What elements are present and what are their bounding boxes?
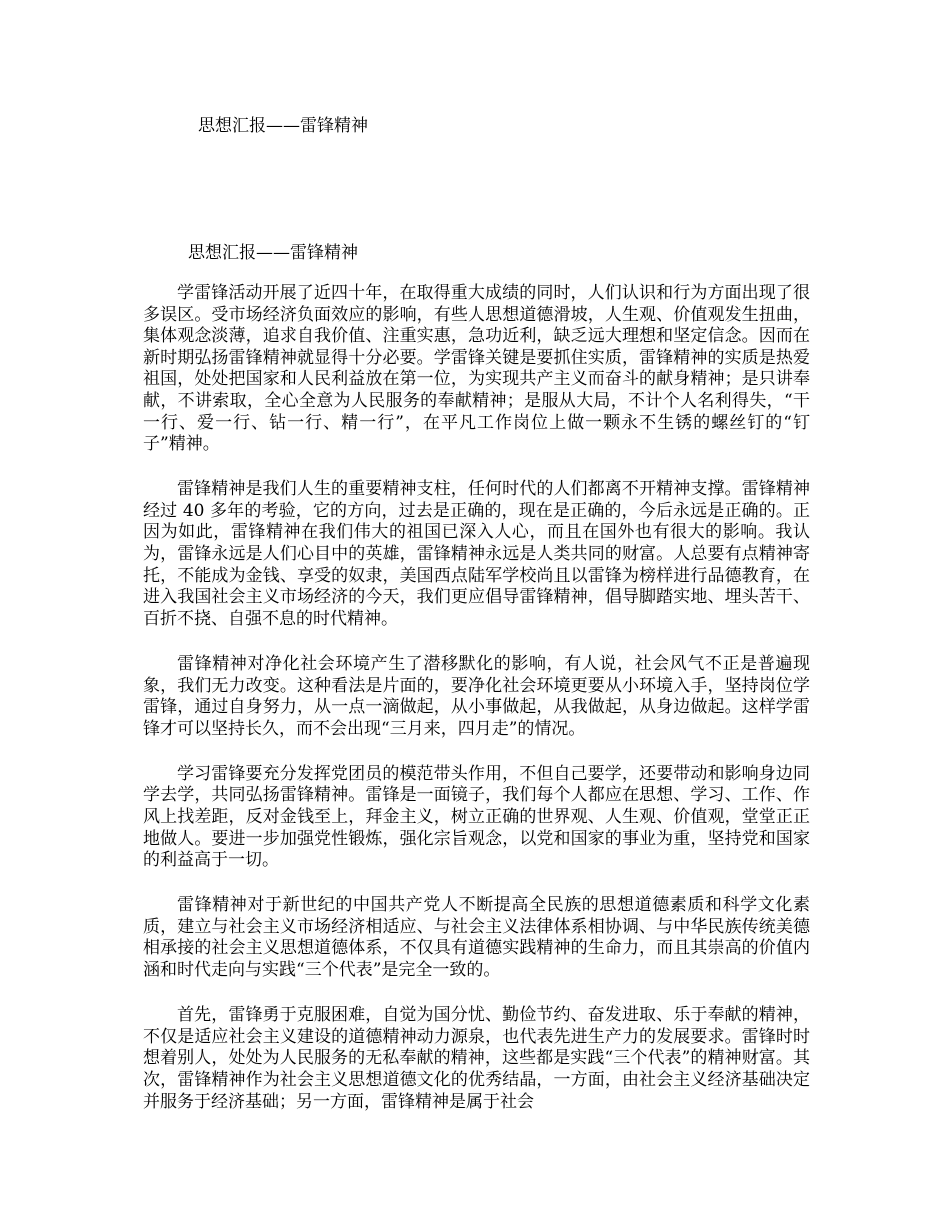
document-body-title: 思想汇报——雷锋精神 <box>188 243 358 263</box>
paragraph: 学雷锋活动开展了近四十年，在取得重大成绩的同时，人们认识和行为方面出现了很多误区。受市场经济负面效应的影响，有些人思想道德滑坡，人生观、价值观发生扭曲，集体观念淡薄，追求自我价值、注重实惠，急功近利，缺乏远大理想和坚定信念。因而在新时期弘扬雷锋精神就显得十分必要。学雷锋关键是要抓住实质，雷锋精神的实质是热爱祖国，处处把国家和人民利益放在第一位，为实现共产主义而奋斗的献身精神；是只讲奉献，不讲索取，全心全意为人民服务的奉献精神；是服从大局，不计个人名利得失，“干一行、爱一行、钻一行、精一行”，在平凡工作岗位上做一颗永不生锈的螺丝钉的“钉子”精神。 <box>143 283 810 455</box>
paragraph: 学习雷锋要充分发挥党团员的模范带头作用，不但自己要学，还要带动和影响身边同学去学，共同弘扬雷锋精神。雷锋是一面镜子，我们每个人都应在思想、学习、工作、作风上找差距，反对金钱至上，拜金主义，树立正确的世界观、人生观、价值观，堂堂正正地做人。要进一步加强党性锻炼，强化宗旨观念，以党和国家的事业为重，坚持党和国家的利益高于一切。 <box>143 763 810 871</box>
paragraph: 雷锋精神是我们人生的重要精神支柱，任何时代的人们都离不开精神支撑。雷锋精神经过 40 多年的考验，它的方向，过去是正确的，现在是正确的，今后永远是正确的。正因为如此，雷锋精神在我们伟大的祖国已深入人心，而且在国外也有很大的影响。我认为，雷锋永远是人们心目中的英雄，雷锋精神永远是人类共同的财富。人总要有点精神寄托，不能成为金钱、享受的奴隶，美国西点陆军学校尚且以雷锋为榜样进行品德教育，在进入我国社会主义市场经济的今天，我们更应倡导雷锋精神，倡导脚踏实地、埋头苦干、百折不挠、自强不息的时代精神。 <box>143 479 810 629</box>
document-header-title: 思想汇报——雷锋精神 <box>198 116 368 136</box>
paragraph: 雷锋精神对净化社会环境产生了潜移默化的影响，有人说，社会风气不正是普遍现象，我们无力改变。这种看法是片面的，要净化社会环境更要从小环境入手，坚持岗位学雷锋，通过自身努力，从一点一滴做起，从小事做起，从我做起，从身边做起。这样学雷锋才可以坚持长久，而不会出现“三月来，四月走”的情况。 <box>143 653 810 739</box>
paragraph: 首先，雷锋勇于克服困难，自觉为国分忧、勤俭节约、奋发进取、乐于奉献的精神，不仅是适应社会主义建设的道德精神动力源泉，也代表先进生产力的发展要求。雷锋时时想着别人，处处为人民服务的无私奉献的精神，这些都是实践“三个代表”的精神财富。其次，雷锋精神作为社会主义思想道德文化的优秀结晶，一方面，由社会主义经济基础决定并服务于经济基础；另一方面，雷锋精神是属于社会 <box>143 1005 810 1112</box>
paragraph: 雷锋精神对于新世纪的中国共产党人不断提高全民族的思想道德素质和科学文化素质，建立与社会主义市场经济相适应、与社会主义法律体系相协调、与中华民族传统美德相承接的社会主义思想道德体系，不仅具有道德实践精神的生命力，而且其崇高的价值内涵和时代走向与实践“三个代表”是完全一致的。 <box>143 895 810 981</box>
document-body <box>143 283 810 1137</box>
